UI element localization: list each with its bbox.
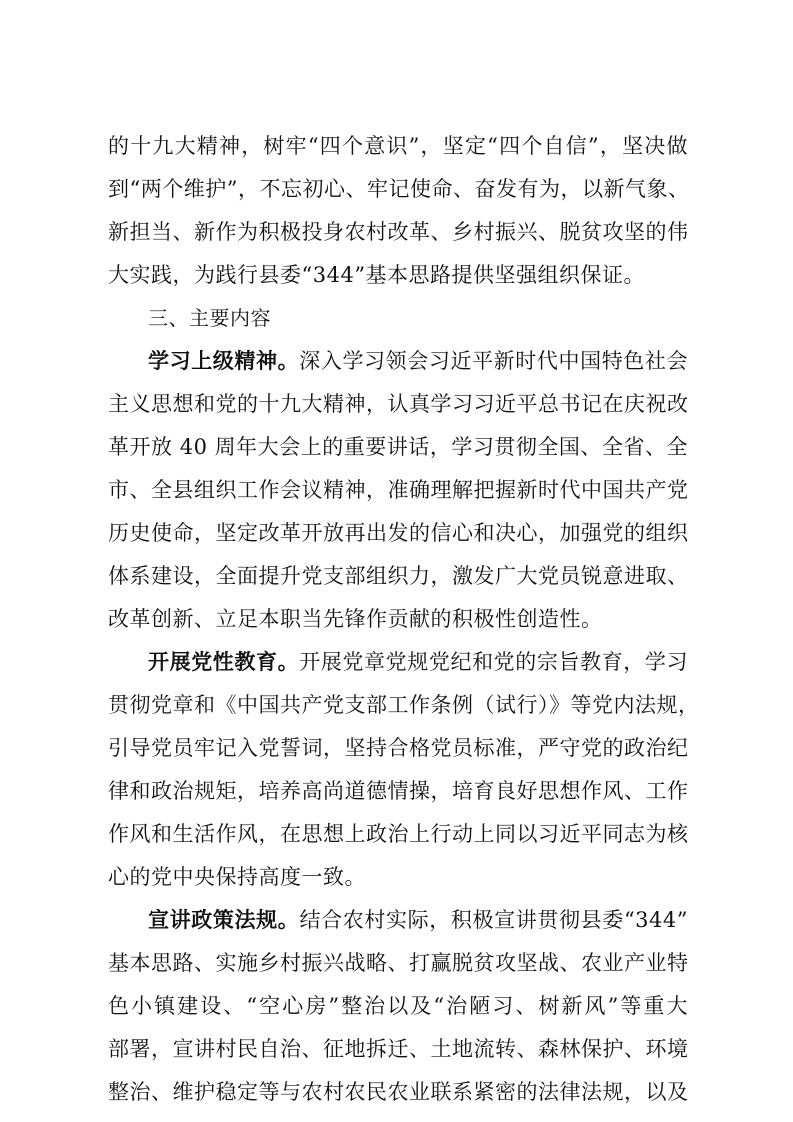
text-line: 心的党中央保持高度一致。 [108,865,366,889]
section-heading: 三、主要内容 [148,306,271,330]
text-line: 作风和生活作风，在思想上政治上行动上同以习近平同志为核 [108,822,689,846]
text-line: 基本思路、实施乡村振兴战略、打赢脱贫攻坚战、农业产业特 [108,951,689,975]
text-line: 新担当、新作为积极投身农村改革、乡村振兴、脱贫攻坚的伟 [108,220,689,244]
paragraph-lead: 宣讲政策法规。 [148,908,300,932]
text-line: 改革创新、立足本职当先锋作贡献的积极性创造性。 [108,607,603,631]
text-line: 革开放 40 周年大会上的重要讲话，学习贯彻全国、全省、全 [108,435,688,459]
text-line: 主义思想和党的十九大精神，认真学习习近平总书记在庆祝改 [108,392,689,416]
text-line [108,341,688,381]
text-line: 到“两个维护”，不忘初心、牢记使命、奋发有为，以新气象、 [108,177,690,201]
document-page [108,126,700,1115]
paragraph-continuation [108,126,688,295]
text-line: 的十九大精神，树牢“四个意识”，坚定“四个自信”，坚决做 [108,134,688,158]
text-line: 贯彻党章和《中国共产党支部工作条例（试行）》等党内法规， [108,693,700,717]
text-line: 整治、维护稳定等与农村农民农业联系紧密的法律法规，以及 [108,1080,689,1104]
text-line: 大实践，为践行县委“344”基本思路提供坚强组织保证。 [108,263,646,287]
paragraph-lead: 学习上级精神。 [148,349,300,373]
text-span: 深入学习领会习近平新时代中国特色社会 [299,349,689,373]
paragraph-policy-promotion [108,900,688,1112]
text-line: 色小镇建设、“空心房”整治以及“治陋习、树新风”等重大 [108,994,688,1018]
text-span: 结合农村实际，积极宣讲贯彻县委“344” [299,908,688,932]
text-line: 部署，宣讲村民自治、征地拆迁、土地流转、森林保护、环境 [108,1037,689,1061]
text-line [108,642,688,682]
text-line: 律和政治规矩，培养高尚道德情操，培育良好思想作风、工作 [108,779,689,803]
text-line [108,900,688,940]
text-line: 引导党员牢记入党誓词，坚持合格党员标准，严守党的政治纪 [108,736,689,760]
text-line: 体系建设，全面提升党支部组织力，激发广大党员锐意进取、 [108,564,689,588]
paragraph-party-education [108,642,700,897]
paragraph-study-spirit [108,341,688,639]
paragraph-lead: 开展党性教育。 [148,650,300,674]
text-line: 市、全县组织工作会议精神，准确理解把握新时代中国共产党 [108,478,689,502]
text-line: 历史使命，坚定改革开放再出发的信心和决心，加强党的组织 [108,521,689,545]
text-span: 开展党章党规党纪和党的宗旨教育，学习 [299,650,689,674]
